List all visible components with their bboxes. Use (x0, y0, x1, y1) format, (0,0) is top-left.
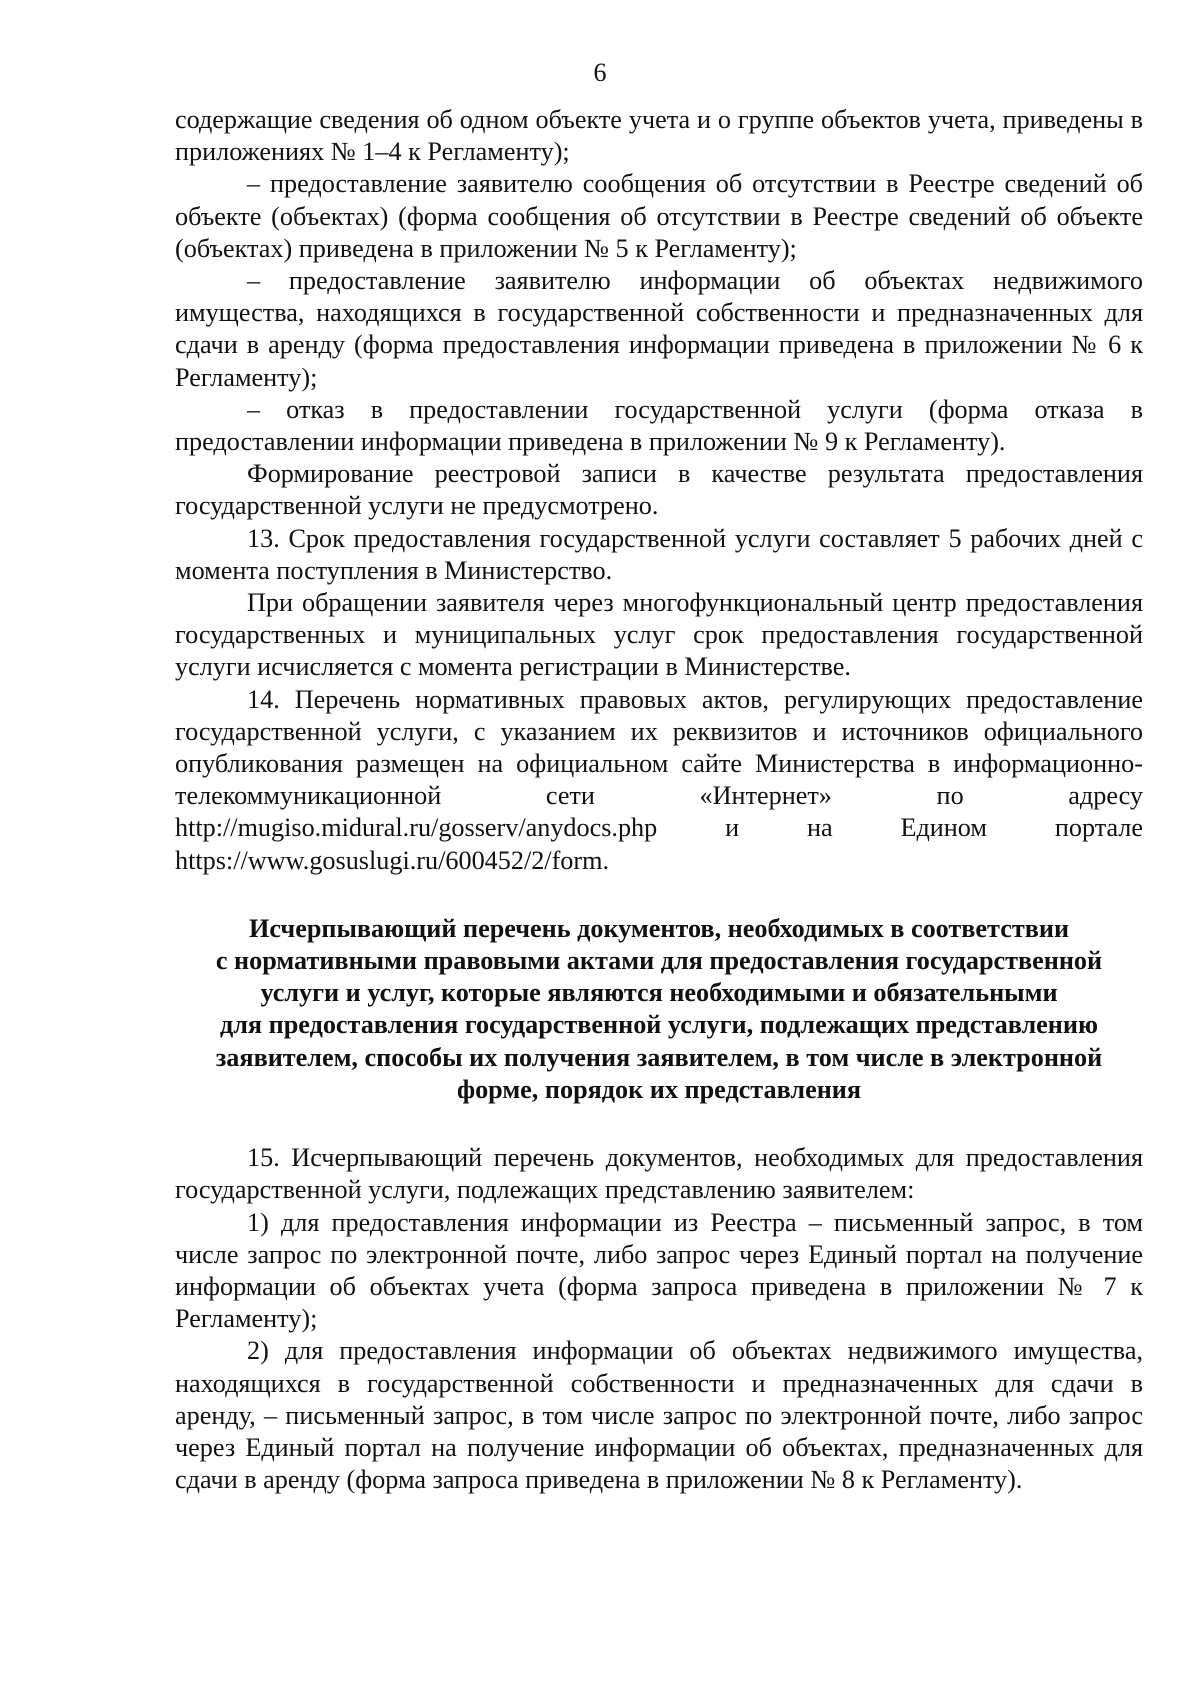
paragraph: 15. Исчерпывающий перечень документов, необходимых для предоставления государственной услуги, подлежащих представлению заявителем: (175, 1143, 1143, 1205)
paragraph: 14. Перечень нормативных правовых актов, регулирующих предоставление государственной услуги, с указанием их реквизитов и источников официального опубликования размещен на официальном сайте Министерства в информационно-телекоммуникационной сети «Интернет» по адресу http://mugiso.midural.ru/gosserv/anydocs.php и на Едином портале https://www.gosuslugi.ru/600452/2/form. (175, 684, 1143, 875)
page-number: 6 (593, 58, 607, 87)
heading-line: услуги и услуг, которые являются необходимыми и обязательными (260, 978, 1058, 1008)
document-body (175, 104, 1143, 1496)
heading-line: форме, порядок их представления (456, 1074, 862, 1104)
paragraph: содержащие сведения об одном объекте учета и о группе объектов учета, приведены в приложениях № 1–4 к Регламенту); (175, 105, 1143, 167)
heading-line: Исчерпывающий перечень документов, необходимых в соответствии (248, 913, 1070, 943)
paragraph: Формирование реестровой записи в качестве результата предоставления государственной услуги не предусмотрено. (175, 459, 1143, 521)
paragraph: 13. Срок предоставления государственной услуги составляет 5 рабочих дней с момента поступления в Министерство. (175, 523, 1143, 585)
heading-line: заявителем, способы их получения заявителем, в том числе в электронной (215, 1042, 1103, 1072)
paragraph: – предоставление заявителю сообщения об отсутствии в Реестре сведений об объекте (объектах) (форма сообщения об отсутствии в Реестре сведений об объекте (объектах) приведена в приложении № 5 к Регламенту); (175, 169, 1143, 263)
section-heading (175, 913, 1143, 1106)
paragraph: При обращении заявителя через многофункциональный центр предоставления государственных и муниципальных услуг срок предоставления государственной услуги исчисляется с момента регистрации в Министерстве. (175, 588, 1143, 682)
heading-line: для предоставления государственной услуги, подлежащих представлению (219, 1010, 1098, 1040)
paragraph: – отказ в предоставлении государственной услуги (форма отказа в предоставлении информации приведена в приложении № 9 к Регламенту). (175, 394, 1143, 457)
paragraph: 2) для предоставления информации об объектах недвижимого имущества, находящихся в государственной собственности и предназначенных для сдачи в аренду, – письменный запрос, в том числе запрос по электронной почте, либо запрос через Единый портал на получение информации об объектах, предназначенных для сдачи в аренду (форма запроса приведена в приложении № 8 к Регламенту). (175, 1336, 1143, 1495)
paragraph: – предоставление заявителю информации об объектах недвижимого имущества, находящихся в государственной собственности и предназначенных для сдачи в аренду (форма предоставления информации приведена в приложении № 6 к Регламенту); (175, 266, 1143, 392)
paragraph: 1) для предоставления информации из Реестра – письменный запрос, в том числе запрос по электронной почте, либо запрос через Единый портал на получение информации об объектах учета (форма запроса приведена в приложении № 7 к Регламенту); (175, 1207, 1143, 1334)
heading-line: с нормативными правовыми актами для предоставления государственной (215, 946, 1103, 976)
